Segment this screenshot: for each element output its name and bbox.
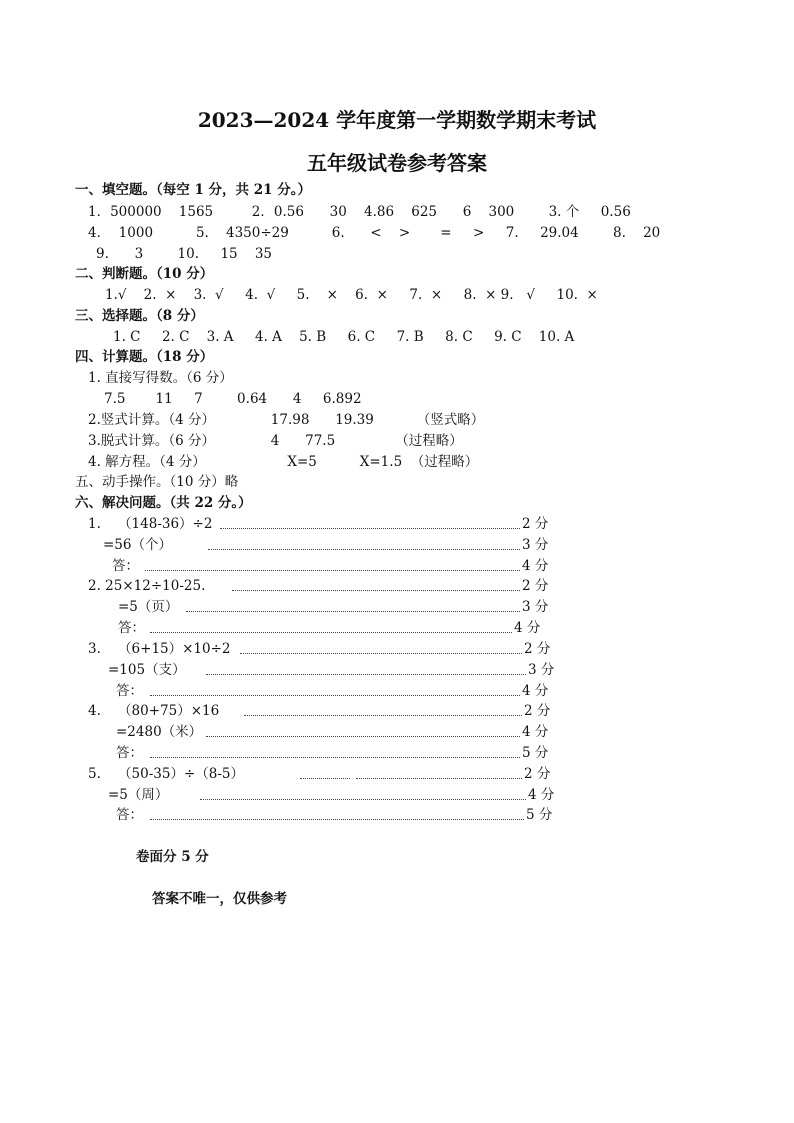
answer-line: 3.脱式计算。（6 分） 4 77.5 （过程略）	[88, 433, 463, 449]
score-label: 2 分	[524, 703, 551, 719]
page-title: 2023—2024 学年度第一学期数学期末考试	[197, 108, 597, 132]
score-label: 2 分	[522, 578, 549, 594]
dotted-leader	[206, 736, 520, 737]
section-heading-calculation: 四、计算题。（18 分）	[75, 349, 214, 365]
problem-answer: 答：	[118, 620, 145, 636]
dotted-leader	[208, 549, 520, 550]
section-heading-hands-on: 五、动手操作。（10 分）略	[75, 474, 239, 490]
answer-line: 1. 直接写得数。（6 分）	[88, 370, 233, 386]
section-heading-multiple-choice: 三、选择题。（8 分）	[75, 308, 204, 324]
dotted-leader	[150, 695, 520, 696]
dotted-leader	[186, 611, 520, 612]
problem-step: 2. 25×12÷10-25.	[88, 578, 206, 594]
score-label: 3 分	[528, 662, 555, 678]
score-label: 2 分	[524, 766, 551, 782]
section-heading-true-false: 二、判断题。（10 分）	[75, 266, 214, 282]
problem-step: =105（支）	[108, 662, 186, 678]
score-label: 2 分	[524, 641, 551, 657]
problem-answer: 答：	[116, 745, 143, 761]
score-label: 5 分	[522, 745, 549, 761]
answer-line: 2.竖式计算。（4 分） 17.98 19.39 （竖式略）	[88, 412, 485, 428]
answer-line: 9. 3 10. 15 35	[96, 246, 272, 262]
dotted-leader	[232, 590, 520, 591]
answer-line: 1. C 2. C 3. A 4. A 5. B 6. C 7. B 8. C 9. C 10. A	[113, 329, 575, 345]
problem-answer: 答：	[116, 807, 143, 823]
dotted-leader	[356, 778, 522, 779]
score-label: 4 分	[522, 683, 549, 699]
dotted-leader	[150, 632, 512, 633]
problem-answer: 答：	[116, 683, 143, 699]
dotted-leader	[206, 674, 526, 675]
problem-step: 3. （6+15）×10÷2	[88, 641, 231, 657]
answer-line: 4. 解方程。（4 分） X=5 X=1.5 （过程略）	[88, 454, 479, 470]
answer-line: 1．500000 1565 2．0.56 30 4.86 625 6 300 3. 个 0.56	[88, 204, 631, 220]
dotted-leader	[150, 757, 520, 758]
score-label: 4 分	[514, 620, 541, 636]
answer-line: 7.5 11 7 0.64 4 6.892	[104, 391, 362, 407]
problem-step: =56（个）	[103, 537, 172, 553]
problem-step: 4. （80+75）×16	[88, 703, 220, 719]
page-subtitle: 五年级试卷参考答案	[307, 151, 487, 175]
score-label: 3 分	[522, 599, 549, 615]
score-label: 4 分	[522, 558, 549, 574]
dotted-leader	[244, 715, 522, 716]
problem-step: 1. （148-36）÷2	[88, 516, 213, 532]
dotted-leader	[145, 570, 520, 571]
answer-line: 4． 1000 5. 4350÷29 6. < > = > 7. 29.04 8. 20	[88, 225, 661, 241]
dotted-leader	[150, 819, 524, 820]
problem-step: =5（页）	[118, 599, 179, 615]
neatness-score-note: 卷面分 5 分	[136, 849, 209, 865]
problem-step: 5. （50-35）÷（8-5）	[88, 766, 245, 782]
section-heading-word-problems: 六、解决问题。（共 22 分。）	[75, 495, 252, 511]
score-label: 2 分	[522, 516, 549, 532]
problem-step: =5（周）	[108, 787, 169, 803]
problem-answer: 答：	[112, 558, 139, 574]
score-label: 4 分	[522, 724, 549, 740]
dotted-leader	[240, 653, 522, 654]
score-label: 3 分	[522, 537, 549, 553]
dotted-leader	[220, 528, 520, 529]
disclaimer-note: 答案不唯一，仅供参考	[152, 891, 287, 907]
section-heading-fill-blank: 一、填空题。（每空 1 分，共 21 分。）	[75, 182, 311, 198]
dotted-leader	[200, 799, 526, 800]
problem-step: =2480（米）	[116, 724, 203, 740]
score-label: 4 分	[528, 787, 555, 803]
score-label: 5 分	[526, 807, 553, 823]
dotted-leader	[300, 778, 350, 779]
answer-line: 1.√ 2. × 3. √ 4. √ 5. × 6. × 7. × 8. × 9. √ 10. ×	[105, 287, 598, 303]
